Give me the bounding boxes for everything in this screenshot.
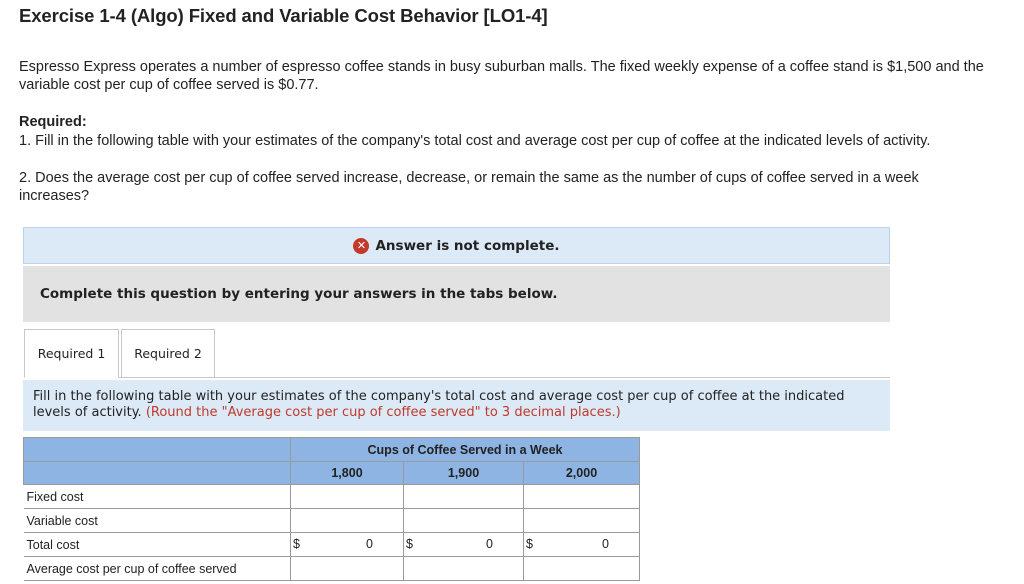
answer-status-banner — [23, 227, 890, 264]
input-average-cost-1800[interactable] — [291, 557, 404, 581]
row-label-variable-cost: Variable cost — [24, 509, 291, 533]
instruction-panel — [23, 266, 890, 322]
input-average-cost-1900[interactable] — [404, 557, 524, 581]
instruction-text: Complete this question by entering your answers in the tabs below. — [40, 286, 558, 302]
problem-intro: Espresso Express operates a number of espresso coffee stands in busy suburban malls. The fixed weekly expense of a coffee stand is $1,500 and the variable cost per cup of coffee served is $0.77. — [19, 59, 984, 93]
page-title: Exercise 1-4 (Algo) Fixed and Variable Cost Behavior [LO1-4] — [19, 5, 548, 26]
requirement-2-text: 2. Does the average cost per cup of coffee served increase, decrease, or remain the same as the number of cups of coffee served in a week increases? — [19, 170, 919, 204]
cost-table — [23, 437, 640, 581]
column-group-header: Cups of Coffee Served in a Week — [291, 438, 640, 462]
total-cost-value: 0 — [602, 537, 609, 551]
tab-description — [23, 380, 890, 431]
currency-symbol: $ — [293, 537, 300, 551]
column-header-1900: 1,900 — [404, 462, 524, 485]
tab-divider — [24, 377, 890, 378]
table-corner-cell — [24, 462, 291, 485]
total-cost-value: 0 — [486, 537, 493, 551]
currency-symbol: $ — [406, 537, 413, 551]
total-cost-value: 0 — [366, 537, 373, 551]
required-heading: Required: — [19, 114, 87, 130]
table-corner-cell — [24, 438, 291, 462]
currency-symbol: $ — [526, 537, 533, 551]
total-cost-1800 — [291, 533, 404, 557]
tab-description-text: Fill in the following table with your estimates of the company's total cost and average cost per cup of coffee at the indicated levels of activity. — [33, 389, 845, 420]
error-x-icon: ✕ — [353, 238, 369, 254]
tab-required-1[interactable]: Required 1 — [24, 329, 119, 378]
input-variable-cost-1900[interactable] — [404, 509, 524, 533]
input-average-cost-2000[interactable] — [524, 557, 640, 581]
rounding-note: (Round the "Average cost per cup of coffee served" to 3 decimal places.) — [145, 405, 621, 420]
row-label-average-cost: Average cost per cup of coffee served — [24, 557, 291, 581]
requirement-1-text: 1. Fill in the following table with your estimates of the company's total cost and average cost per cup of coffee at the indicated levels of activity. — [19, 133, 931, 149]
row-label-fixed-cost: Fixed cost — [24, 485, 291, 509]
column-header-1800: 1,800 — [291, 462, 404, 485]
input-fixed-cost-2000[interactable] — [524, 485, 640, 509]
column-header-2000: 2,000 — [524, 462, 640, 485]
input-variable-cost-2000[interactable] — [524, 509, 640, 533]
row-label-total-cost: Total cost — [24, 533, 291, 557]
total-cost-2000 — [524, 533, 640, 557]
tab-required-2[interactable]: Required 2 — [121, 329, 215, 378]
input-fixed-cost-1900[interactable] — [404, 485, 524, 509]
input-fixed-cost-1800[interactable] — [291, 485, 404, 509]
answer-status-text: Answer is not complete. — [375, 237, 560, 254]
input-variable-cost-1800[interactable] — [291, 509, 404, 533]
total-cost-1900 — [404, 533, 524, 557]
